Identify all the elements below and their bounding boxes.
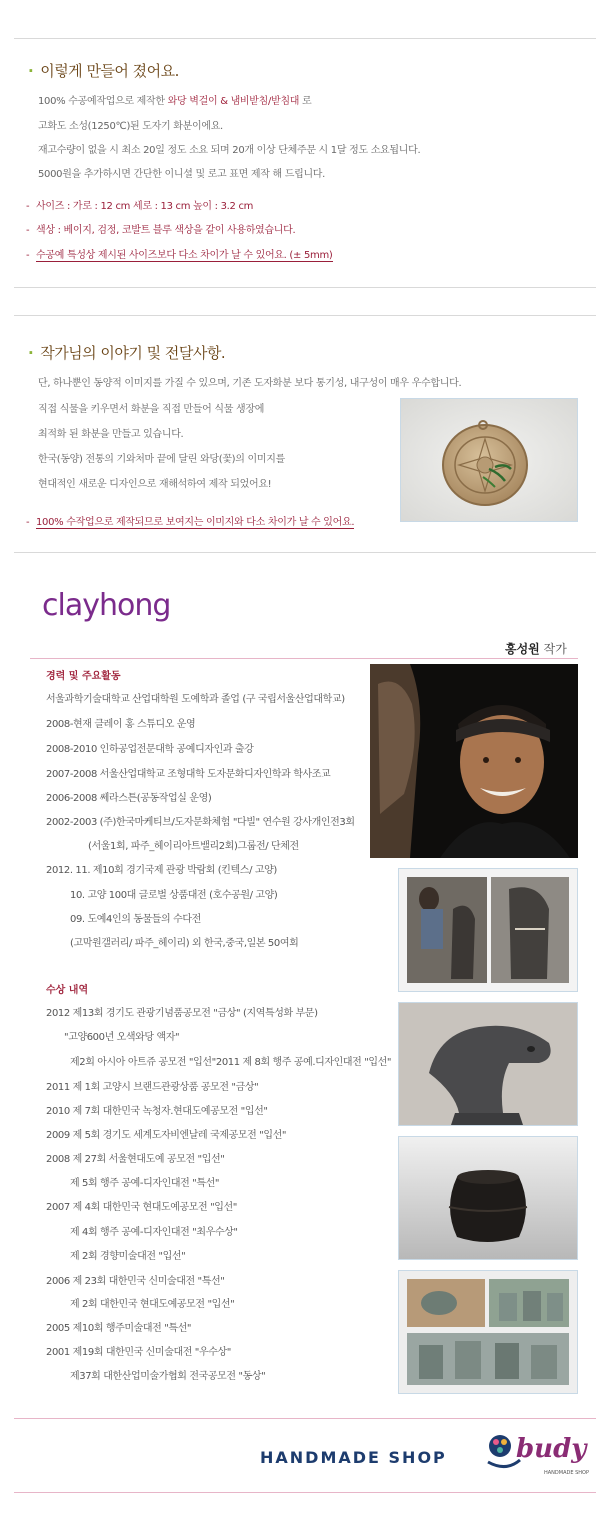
section2-line2: 직접 식물을 키우면서 화분을 직접 만들어 식물 생장에 xyxy=(38,404,265,415)
budy-logo[interactable] xyxy=(486,1432,589,1484)
divider-3 xyxy=(14,552,596,553)
artist-name: 홍성원 작가 xyxy=(505,642,567,656)
bullet-dot-icon: · xyxy=(28,62,34,80)
section2-title: · 작가님의 이야기 및 전달사항. xyxy=(28,344,226,362)
divider-1 xyxy=(14,287,596,288)
section2-line4: 한국(동양) 전통의 기와처마 끝에 달린 와당(꽃)의 이미지를 xyxy=(38,454,285,465)
award-item: 제 2회 대한민국 현대도예공모전 "입선" xyxy=(70,1299,235,1310)
career-item: 2008-현재 클레이 홍 스튜디오 운영 xyxy=(46,719,196,730)
budy-logo-text: budy xyxy=(516,1434,587,1464)
work-photo-4 xyxy=(398,1270,578,1394)
artist-portrait xyxy=(370,664,578,858)
spec-tolerance: - 수공예 특성상 제시된 사이즈보다 다소 차이가 날 수 있어요. (± 5mm) xyxy=(26,250,333,261)
career-item: (서울1회, 파주_헤이리아트밸리2회)그룹전/ 단체전 xyxy=(88,841,299,852)
career-item: 09. 도예4인의 동물들의 수다전 xyxy=(70,914,201,925)
spec-size: - 사이즈 : 가로 : 12 cm 세로 : 13 cm 높이 : 3.2 cm xyxy=(26,201,254,212)
award-item: 제 2회 경향미술대전 "입선" xyxy=(70,1251,186,1262)
section1-line4: 5000원을 추가하시면 간단한 이니셜 및 로고 표면 제작 해 드립니다. xyxy=(38,169,326,180)
career-item: 2008-2010 인하공업전문대학 공예디자인과 출강 xyxy=(46,744,254,755)
award-item: 2001 제19회 대한민국 신미술대전 "우수상" xyxy=(46,1347,231,1358)
award-item: 2005 제10회 행주미술대전 "특선" xyxy=(46,1323,192,1334)
award-item: 2008 제 27회 서울현대도예 공모전 "입선" xyxy=(46,1154,225,1165)
career-item: 2012. 11. 제10회 경기국제 관광 박람회 (킨텍스/ 고양) xyxy=(46,865,277,876)
pottery-cups-image xyxy=(399,1271,577,1393)
career-item: (고막원갤러리/ 파주_헤이리) 외 한국,중국,일본 50여회 xyxy=(70,938,299,949)
section2-line1: 단, 하나뿐인 동양적 이미지를 가질 수 있으며, 기존 도자화분 보다 통기성, 내구성이 매우 우수합니다. xyxy=(38,378,462,389)
divider-2 xyxy=(14,315,596,316)
award-item: 제2회 아시아 아트쥬 공모전 "입선"2011 제 8회 행주 공예.디자인대전 "입선" xyxy=(70,1057,392,1068)
footer-divider-bottom xyxy=(14,1492,596,1493)
award-item: 2010 제 7회 대한민국 녹청자.현대도예공모전 "입선" xyxy=(46,1106,268,1117)
artist-portrait-image xyxy=(370,664,578,858)
awards-title: 수상 내역 xyxy=(46,985,89,996)
award-item: "고양600년 오색와당 액자" xyxy=(64,1032,180,1043)
award-item: 2012 제13회 경기도 관광기념품공모전 "금상" (지역특성화 부문) xyxy=(46,1008,318,1019)
career-item: 서울과학기술대학교 산업대학원 도예학과 졸업 (구 국립서울산업대학교) xyxy=(46,694,345,705)
section2-line5: 현대적인 새로운 디자인으로 재해석하여 제작 되었어요! xyxy=(38,479,272,490)
award-item: 2006 제 23회 대한민국 신미술대전 "특선" xyxy=(46,1276,225,1287)
footer-divider-top xyxy=(14,1418,596,1419)
career-item: 2007-2008 서울산업대학교 조형대학 도자문화디자인학과 학사조교 xyxy=(46,769,331,780)
work-photo-1 xyxy=(398,868,578,992)
award-item: 제37회 대한산업미술가협회 전국공모전 "동상" xyxy=(70,1371,266,1382)
award-item: 제 4회 행주 공예-디자인대전 "최우수상" xyxy=(70,1227,238,1238)
career-item: 2006-2008 쎄라스튼(공동작업실 운영) xyxy=(46,793,212,804)
artist-divider xyxy=(30,658,578,659)
career-title: 경력 및 주요활동 xyxy=(46,671,121,682)
section1-line3: 재고수량이 없을 시 최소 20일 정도 소요 되며 20개 이상 단체주문 시 1달 정도 소요됩니다. xyxy=(38,145,421,156)
studio-work-image xyxy=(399,869,577,991)
award-item: 2011 제 1회 고양시 브랜드관광상품 공모전 "금상" xyxy=(46,1082,259,1093)
section1-line2: 고화도 소성(1250℃)된 도자기 화분이에요. xyxy=(38,121,223,132)
handmade-shop-label: HANDMADE SHOP xyxy=(260,1448,447,1467)
career-item: 10. 고양 100대 글로벌 상품대전 (호수공원/ 고양) xyxy=(70,890,278,901)
section2-line3: 최적화 된 화분을 만들고 있습니다. xyxy=(38,429,184,440)
award-item: 제 5회 행주 공예-디자인대전 "특선" xyxy=(70,1178,220,1189)
black-vase-image xyxy=(399,1137,577,1259)
section1-title: · 이렇게 만들어 졌어요. xyxy=(28,62,179,80)
work-photo-2 xyxy=(398,1002,578,1126)
wadang-tile-image xyxy=(401,399,577,521)
award-item: 2009 제 5회 경기도 세계도자비엔날레 국제공모전 "입선" xyxy=(46,1130,287,1141)
divider-top xyxy=(14,38,596,39)
horse-sculpture-image xyxy=(399,1003,577,1125)
brand-logo-text: clayhong xyxy=(42,588,171,623)
spec-color: - 색상 : 베이지, 검정, 코발트 블루 색상을 같이 사용하였습니다. xyxy=(26,225,296,236)
budy-logo-subtitle: HANDMADE SHOP xyxy=(544,1470,589,1476)
award-item: 2007 제 4회 대한민국 현대도예공모전 "입선" xyxy=(46,1202,238,1213)
work-photo-3 xyxy=(398,1136,578,1260)
product-photo xyxy=(400,398,578,522)
section2-notice: - 100% 수작업으로 제작되므로 보여지는 이미지와 다소 차이가 날 수 있어요. xyxy=(26,517,355,528)
career-item: 2002-2003 (주)한국마케티브/도자문화체험 "다빌" 연수원 강사개인전3회 xyxy=(46,817,355,828)
bullet-dot-icon: · xyxy=(28,344,34,362)
section1-line1: 100% 수공예작업으로 제작한 와당 벽걸이 & 냄비받침/받침대 로 xyxy=(38,96,312,107)
